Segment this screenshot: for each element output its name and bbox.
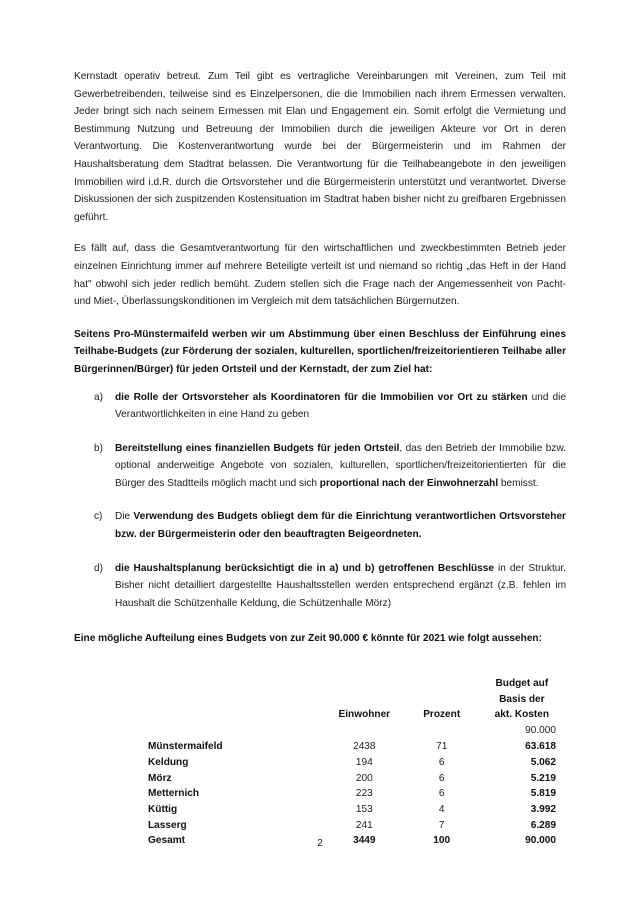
row-einwohner: 223 [355,788,373,800]
subheader-spacer-prozent [406,723,478,738]
row-name: Lasserg [148,819,187,831]
list-item-b-bold: Bereitstellung eines finanziellen Budgets für jeden Ortsteil [115,442,400,454]
budget-table-head [74,676,566,739]
column-header-einwohner: Einwohner [338,709,391,721]
row-einwohner: 241 [355,819,373,831]
list-item [74,440,566,493]
subheader-spacer-name [74,723,323,738]
row-prozent: 71 [436,741,448,753]
list-item-b-rest: , das den Betrieb der Immobilie bzw. optional anderweitige Angebote von sozialen, kulturellen, sportlichen/freizeitorientierten für die Bürger des Stadtteils möglich macht und sich [115,442,567,489]
list-item-d-bold: die Haushaltsplanung berücksichtigt die in a) und b) getroffenen Beschlüsse [115,562,495,574]
list-item-a-bold: die Rolle der Ortsvorsteher als Koordinatoren für die Immobilien vor Ort zu stärken [115,391,528,403]
row-budget: 63.618 [525,741,556,753]
subheader-spacer-einwohner [323,723,406,738]
budget-header-line1: Budget auf [495,678,549,690]
paragraph-1: Kernstadt operativ betreut. Zum Teil gibt es vertragliche Vereinbarungen mit Vereinen, zum Teil mit Gewerbetreibenden, teilweise sind es Einzelpersonen, die die Immobilien nach ihrem Ermessen verwalten. Jeder bringt sich nach seinem Ermessen mit Elan und Engagement ein. Somit erfolgt die Vermietung und Bestimmung Nutzung und Betreuung der Immobilien durch die jeweiligen Akteure vor Ort in deren Verantwortung. Die Kostenverantwortung wurde bei der Bürgermeisterin und im Rahmen der Haushaltsberatung dem Stadtrat belassen. Die Verantwortung für die Teilhabeangebote in den jeweiligen Immobilien wird i.d.R. durch die Ortsvorsteher und die Bürgermeisterin unterstützt und verantwortet. Diverse Diskussionen der sich zuspitzenden Kostensituation im Stadtrat haben bisher nicht zu greifbaren Ergebnissen geführt. [74,71,566,223]
row-prozent: 6 [438,772,445,784]
table-row [74,739,566,755]
list-item [74,508,566,543]
row-prozent: 100 [433,835,451,847]
column-header-budget: akt. Kosten [494,709,550,721]
list-item-c-bold: Verwendung des Budgets obliegt dem für die Einrichtung verantwortlichen Ortsvorsteher bzw. der Bürgermeisterin oder den beauftragten Beigeordneten. [115,511,566,541]
row-prozent: 4 [438,803,445,815]
table-row [74,754,566,770]
page-number: 2 [317,838,323,849]
row-name: Mörz [148,772,172,784]
table-row [74,801,566,817]
row-name: Gesamt [148,835,186,847]
budget-header-row-1 [74,676,566,692]
list-marker-b: b) [94,442,103,454]
budget-subheader-row [74,723,566,738]
list-marker-a: a) [94,391,103,403]
row-budget: 5.219 [530,772,556,784]
header-spacer-prozent [406,676,478,692]
table-row [74,817,566,833]
list-item-b-bold-tail: proportional nach der Einwohnerzahl [319,477,499,489]
row-prozent: 6 [438,756,445,768]
row-prozent: 6 [438,788,445,800]
row-einwohner: 200 [355,772,373,784]
header-spacer-einwohner [323,676,406,692]
list-item-c-plain: Die [115,511,134,523]
row-name: Metternich [148,788,200,800]
lead-paragraph: Seitens Pro-Münstermaifeld werben wir um Abstimmung über einen Beschluss der Einführung eines Teilhabe-Budgets (zur Förderung der sozialen, kulturellen, sportlichen/freizeitorientieren Teilhabe aller Bürgerinnen/Bürger) für jeden Ortsteil und der Kernstadt, der zum Ziel hat: [74,328,566,375]
table-row [74,786,566,802]
row-name: Münstermaifeld [148,741,223,753]
list-item-b-tail-rest: bemisst. [498,477,539,489]
column-header-name [74,707,323,723]
row-prozent: 7 [438,819,445,831]
list-item [74,389,566,424]
row-budget: 5.062 [530,756,556,768]
row-name: Küttig [148,803,178,815]
budget-intro-heading: Eine mögliche Aufteilung eines Budgets von zur Zeit 90.000 € könnte für 2021 wie folgt aussehen: [74,633,542,645]
budget-header-line2: Basis der [499,693,545,705]
list-item-d-rest: in der Struktur. Bisher nicht detailliert dargestellte Haushaltsstellen werden entsprechend ergänzt (z.B. fehlen im Haushalt die Schützenhalle Keldung, die Schützenhalle Mörz) [115,562,566,609]
row-einwohner: 153 [355,803,373,815]
list-marker-d: d) [94,562,103,574]
table-row [74,770,566,786]
header-spacer-einwohner-2 [323,692,406,708]
list-item-a-rest: und die Verantwortlichkeiten in eine Hand zu geben [115,391,566,421]
budget-header-row-2 [74,692,566,708]
list-item [74,560,566,613]
budget-table [74,676,566,849]
budget-table-body [74,739,566,849]
row-einwohner: 194 [355,756,373,768]
paragraph-2: Es fällt auf, dass die Gesamtverantwortung für den wirtschaftlichen und zweckbestimmten Betrieb jeder einzelnen Einrichtung immer auf mehrere Beteiligte verteilt ist und niemand so richtig „das Heft in der Hand hat" obwohl sich jeder redlich bemüht. Zudem stellen sich die Frage nach der Angemessenheit von Pacht- und Miet-, Überlassungskonditionen im Vergleich mit dem tatsächlichen Bürgernutzen. [74,243,566,308]
column-header-prozent: Prozent [423,709,461,721]
row-budget: 90.000 [525,835,556,847]
goals-list [74,389,566,613]
header-spacer-prozent-2 [406,692,478,708]
budget-header-row-3 [74,707,566,723]
row-einwohner: 2438 [353,741,376,753]
list-marker-c: c) [94,511,103,523]
header-spacer-name-2 [74,692,323,708]
header-spacer-name [74,676,323,692]
row-budget: 3.992 [530,803,556,815]
row-budget: 6.289 [530,819,556,831]
row-budget: 5.819 [530,788,556,800]
row-einwohner: 3449 [353,835,376,847]
row-name: Keldung [148,756,189,768]
subheader-total-amount: 90.000 [525,725,556,737]
